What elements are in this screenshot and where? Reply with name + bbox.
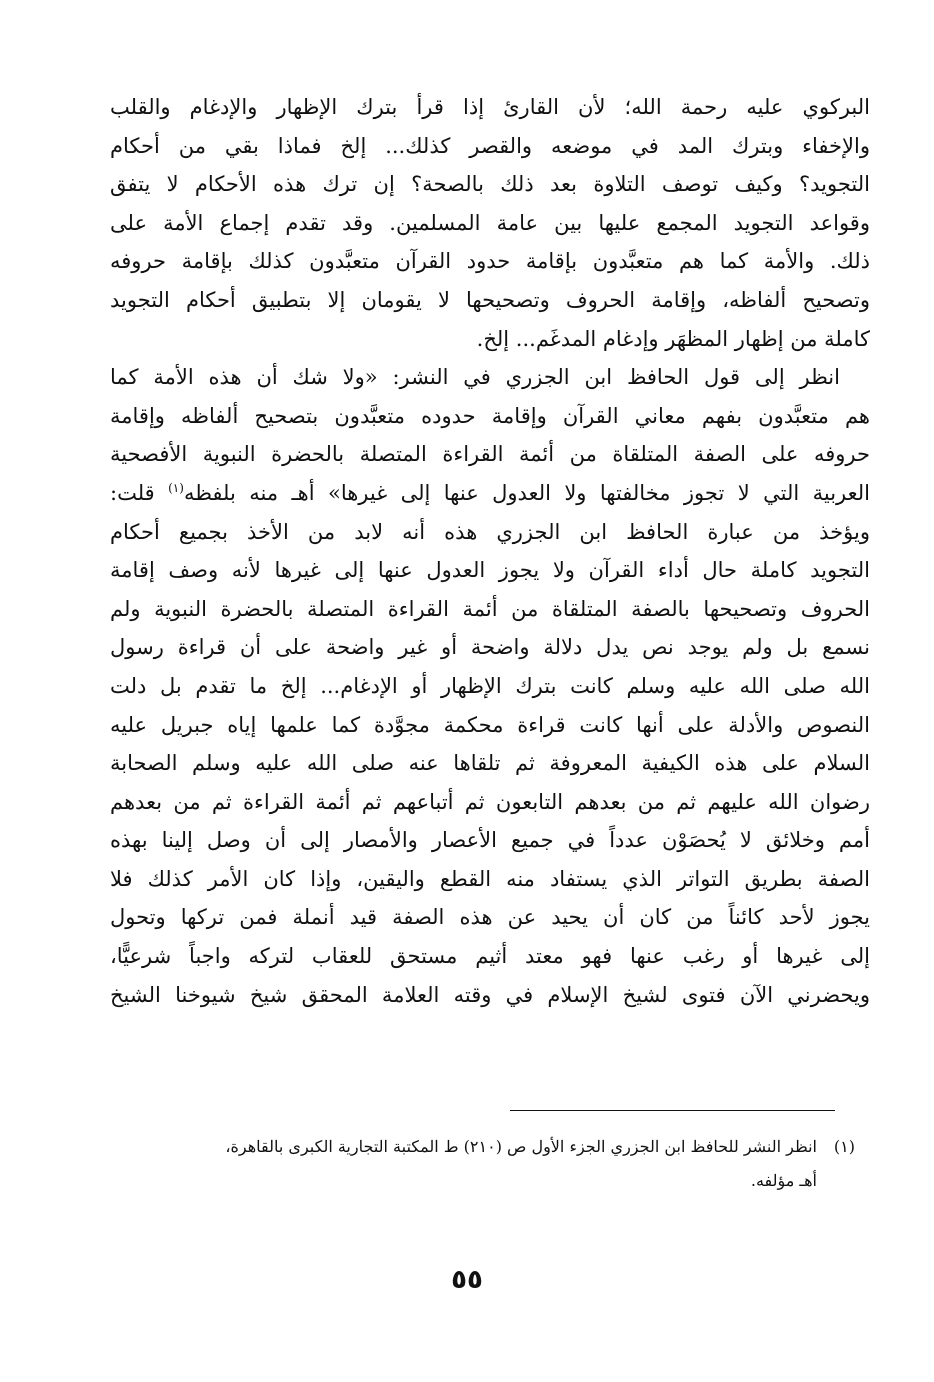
text-line: أمم وخلائق لا يُحصَوْن عدداً في جميع الأعصار والأمصار إلى أن وصل إلينا بهذه xyxy=(110,828,870,853)
text-line: وقواعد التجويد المجمع عليها بين عامة المسلمين. وقد تقدم إجماع الأمة على xyxy=(110,210,870,235)
text-line: انظر إلى قول الحافظ ابن الجزري في النشر: «ولا شك أن هذه الأمة كما xyxy=(110,365,840,390)
text-line: هم متعبَّدون بفهم معاني القرآن وإقامة حدوده متعبَّدون بتصحيح ألفاظه وإقامة xyxy=(110,403,870,428)
text-line: حروفه على الصفة المتلقاة من أئمة القراءة المتصلة بالحضرة النبوية الأفصحية xyxy=(110,442,870,467)
text-line: كاملة من إظهار المظهَر وإدغام المدغَم... إلخ. xyxy=(476,326,870,351)
text-line: ذلك. والأمة كما هم متعبَّدون بإقامة حدود القرآن متعبَّدون كذلك بإقامة حروفه xyxy=(110,249,870,274)
text-line: الله صلى الله عليه وسلم كانت بترك الإظهار أو الإدغام... إلخ ما تقدم بل دلت xyxy=(110,673,870,698)
text-line: التجويد؟ وكيف توصف التلاوة بعد ذلك بالصحة؟ إن ترك هذه الأحكام لا يتفق xyxy=(110,172,870,197)
text-line: التجويد كاملة حال أداء القرآن ولا يجوز العدول عنها إلى غيرها لأنه وصف إقامة xyxy=(110,558,870,583)
text-line: الحروف وتصحيحها بالصفة المتلقاة من أئمة القراءة المتصلة بالحضرة النبوية ولم xyxy=(110,596,870,621)
footnotes xyxy=(95,1130,855,1198)
footnote-text: انظر النشر للحافظ ابن الجزري الجزء الأول ص (٢١٠) ط المكتبة التجارية الكبرى بالقاهرة، xyxy=(225,1137,817,1156)
text-line: السلام على هذه الكيفية المعروفة ثم تلقاها عنه صلى الله عليه وسلم الصحابة xyxy=(110,751,870,776)
footnote-marker: (١) xyxy=(833,1137,855,1156)
text-line: الصفة بطريق التواتر الذي يستفاد منه القطع واليقين، وإذا كان الأمر كذلك فلا xyxy=(110,866,870,891)
text-line: ويؤخذ من عبارة الحافظ ابن الجزري هذه أنه لابد من الأخذ بجميع أحكام xyxy=(110,519,870,544)
text-line: رضوان الله عليهم ثم من بعدهم التابعون ثم أتباعهم ثم أئمة القراءة ثم من بعدهم xyxy=(110,789,870,814)
text-line: وتصحيح ألفاظه، وإقامة الحروف وتصحيحها لا يقومان إلا بتطبيق أحكام التجويد xyxy=(110,287,870,312)
text-line: يجوز لأحد كائناً من كان أن يحيد عن هذه الصفة قيد أنملة فمن تركها وتحول xyxy=(110,905,870,930)
main-text xyxy=(110,88,870,1014)
page-number: ٥٥ xyxy=(451,1265,483,1295)
text-line-with-footnote xyxy=(110,474,870,513)
text-line: ويحضرني الآن فتوى لشيخ الإسلام في وقته العلامة المحقق شيخ شيوخنا الشيخ xyxy=(110,982,870,1007)
text-line: نسمع بل ولم يوجد نص يدل دلالة واضحة أو غير واضحة على أن قراءة رسول xyxy=(110,635,870,660)
footnote-divider xyxy=(510,1110,835,1111)
footnote-line xyxy=(95,1130,855,1164)
text-segment: قلت: xyxy=(110,480,155,505)
footnote-reference[interactable]: (١) xyxy=(168,480,184,495)
text-line: البركوي عليه رحمة الله؛ لأن القارئ إذا قرأ بترك الإظهار والإدغام والقلب xyxy=(110,95,870,119)
text-segment: العربية التي لا تجوز مخالفتها ولا العدول عنها إلى غيرها» أهـ منه بلفظه xyxy=(183,480,870,505)
text-line: إلى غيرها أو رغب عنها فهو معتد أثيم مستحق للعقاب لتركه واجباً شرعيًّا، xyxy=(110,944,870,969)
text-line: والإخفاء وبترك المد في موضعه والقصر كذلك... إلخ فماذا بقي من أحكام xyxy=(110,133,870,158)
footnote-line: أهـ مؤلفه. xyxy=(750,1171,817,1190)
text-line: النصوص والأدلة على أنها كانت قراءة محكمة مجوَّدة كما علمها إياه جبريل عليه xyxy=(110,712,870,737)
